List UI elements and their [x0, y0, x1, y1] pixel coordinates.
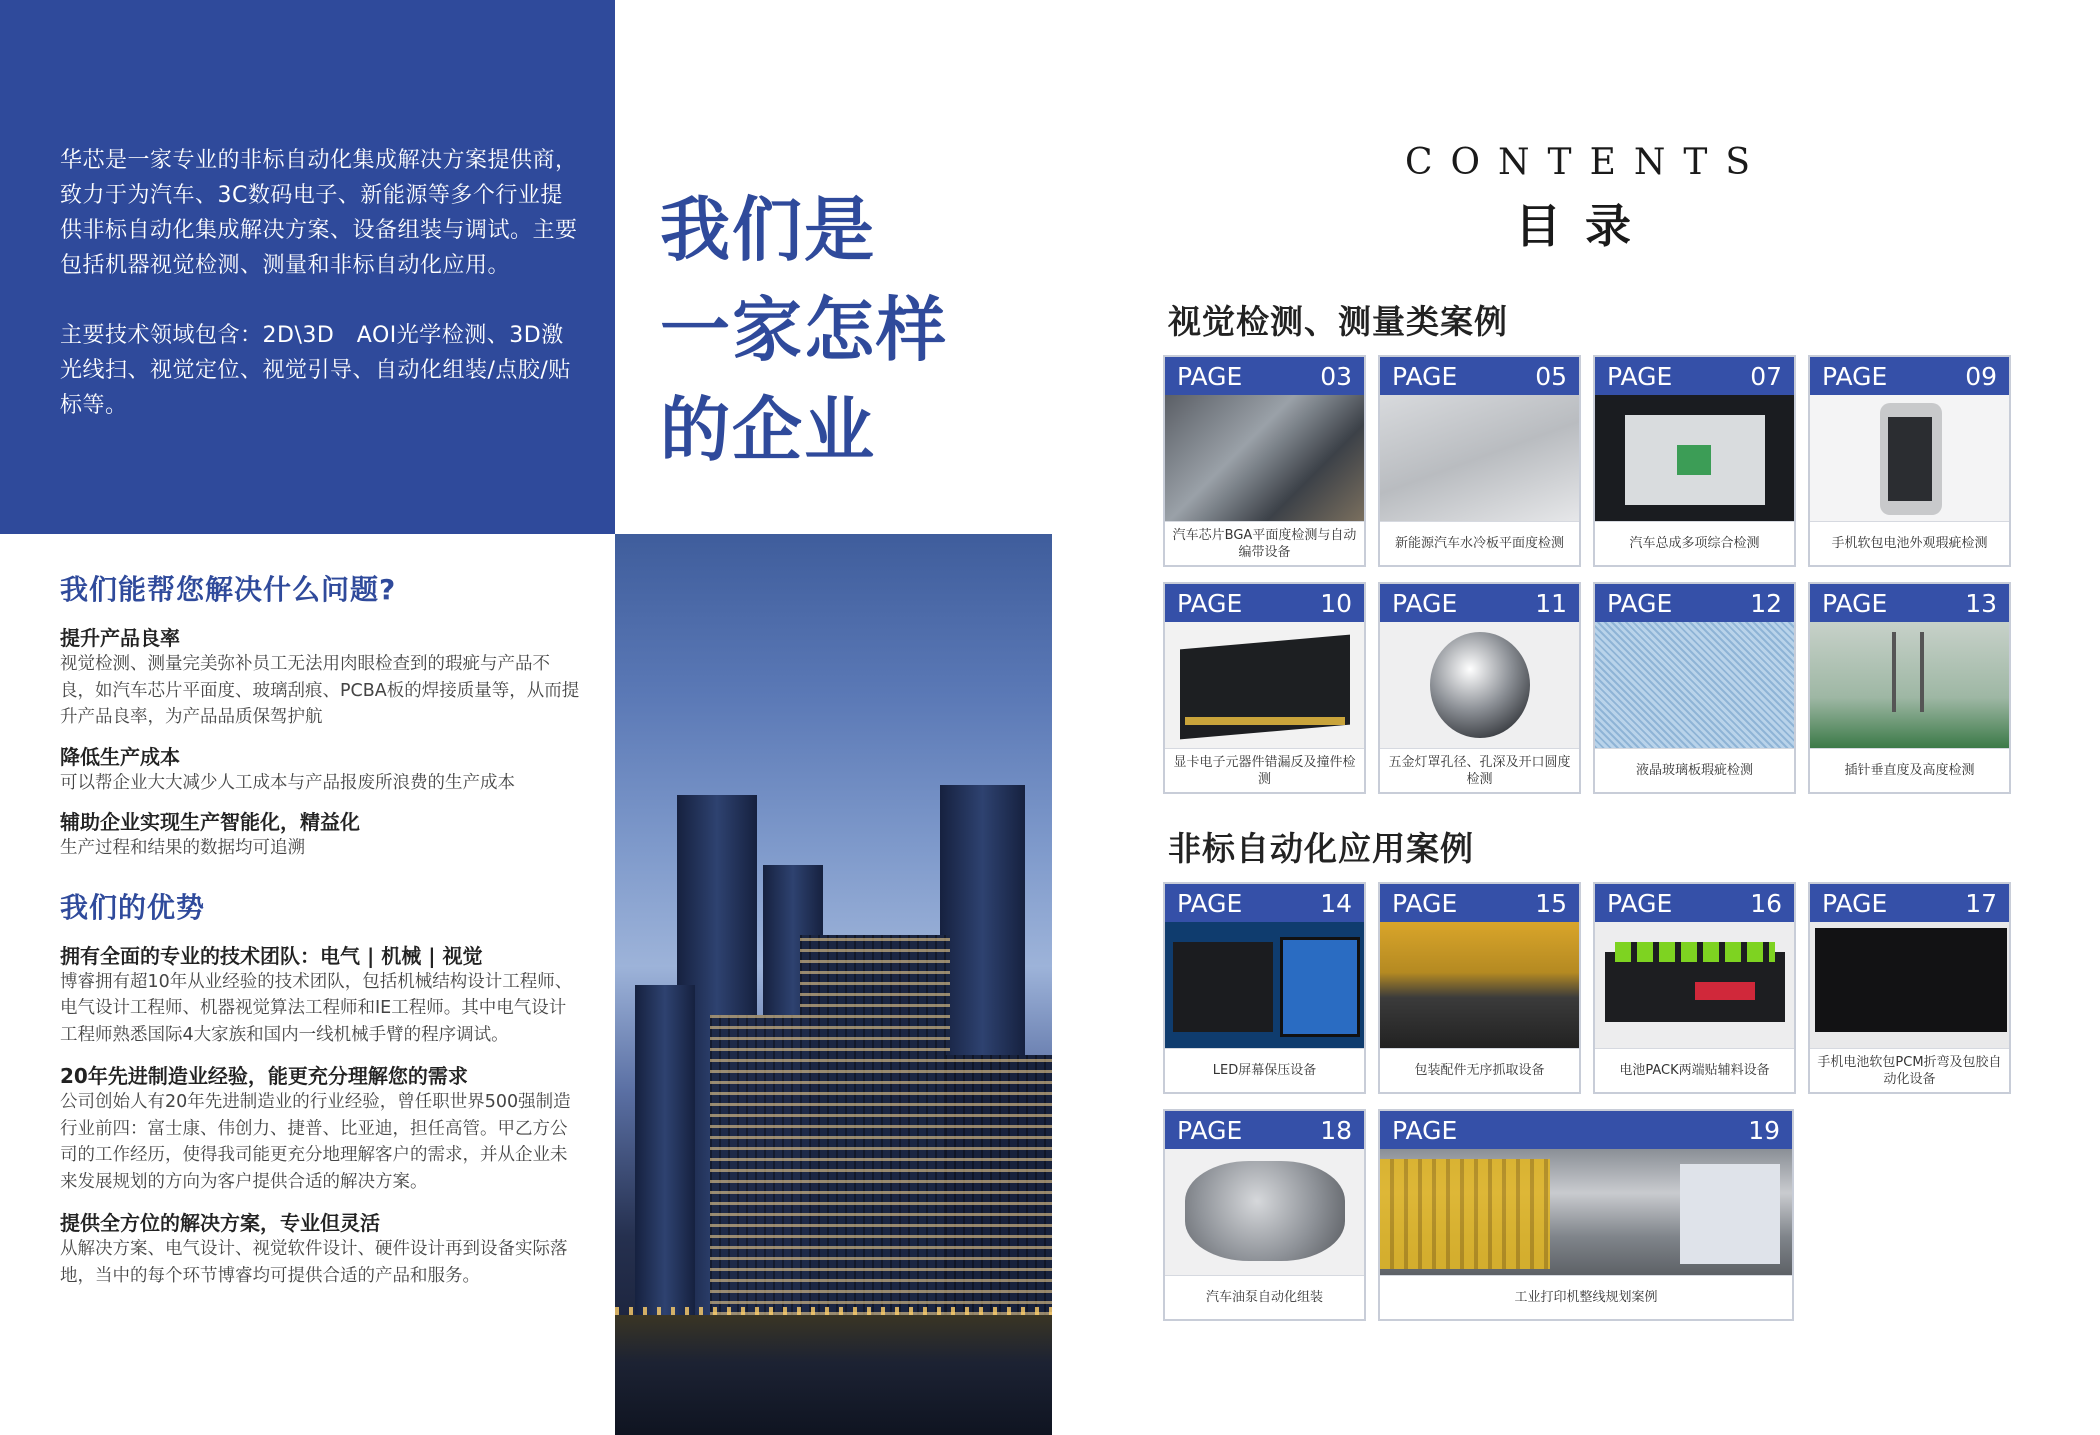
page-label: PAGE [1822, 588, 1888, 618]
page-label: PAGE [1607, 588, 1673, 618]
category-title-vision: 视觉检测、测量类案例 [1168, 302, 1508, 341]
page-number: 18 [1320, 1115, 1352, 1145]
solve-item [60, 806, 580, 862]
case-photo-auto-assembly [1595, 395, 1794, 521]
hero-title [660, 180, 990, 480]
page-number: 03 [1320, 361, 1352, 391]
page-label: PAGE [1177, 888, 1243, 918]
case-caption: 汽车油泵自动化组装 [1165, 1275, 1364, 1319]
advantage-item [60, 1060, 580, 1195]
contents-card[interactable] [1163, 355, 1366, 567]
intro-panel [0, 0, 615, 534]
advantage-item [60, 1207, 580, 1289]
page-number: 14 [1320, 888, 1352, 918]
page-number: 13 [1965, 588, 1997, 618]
page-label: PAGE [1177, 1115, 1243, 1145]
hero-title-line-3: 的企业 [660, 389, 876, 471]
page-number: 12 [1750, 588, 1782, 618]
case-caption: 包装配件无序抓取设备 [1380, 1048, 1579, 1092]
city-skyline-photo [615, 534, 1052, 1435]
solve-item-text: 生产过程和结果的数据均可追溯 [60, 838, 305, 858]
solve-item-text: 视觉检测、测量完美弥补员工无法用肉眼检查到的瑕疵与产品不良，如汽车芯片平面度、玻璃刮痕、PCBA板的焊接质量等，从而提升产品良率，为产品品质保驾护航 [60, 654, 580, 727]
case-caption: 电池PACK两端贴辅料设备 [1595, 1048, 1794, 1092]
contents-card[interactable] [1808, 882, 2011, 1094]
case-photo-pcm-battery [1810, 922, 2009, 1048]
case-photo-phone-battery [1810, 395, 2009, 521]
page-label: PAGE [1822, 361, 1888, 391]
category-title-automation: 非标自动化应用案例 [1168, 829, 1474, 868]
contents-card[interactable] [1378, 355, 1581, 567]
page-number: 17 [1965, 888, 1997, 918]
page-number: 09 [1965, 361, 1997, 391]
advantage-item-title: 提供全方位的解决方案，专业但灵活 [60, 1211, 380, 1235]
page-label: PAGE [1607, 361, 1673, 391]
case-photo-lcd-glass [1595, 622, 1794, 748]
case-photo-printer-line [1380, 1149, 1792, 1275]
contents-card[interactable] [1163, 1109, 1366, 1321]
case-caption: 显卡电子元器件错漏反及撞件检测 [1165, 748, 1364, 792]
contents-card[interactable] [1593, 582, 1796, 794]
advantage-item-title: 拥有全面的专业的技术团队：电气 | 机械 | 视觉 [60, 943, 483, 968]
case-photo-battery-pack [1595, 922, 1794, 1048]
case-photo-led-screen [1165, 922, 1364, 1048]
page-label: PAGE [1822, 888, 1888, 918]
contents-card[interactable] [1378, 882, 1581, 1094]
case-photo-picking-robot [1380, 922, 1579, 1048]
contents-card[interactable] [1163, 882, 1366, 1094]
solve-item [60, 622, 580, 731]
solve-item [60, 741, 580, 797]
case-caption: 五金灯罩孔径、孔深及开口圆度检测 [1380, 748, 1579, 792]
advantage-heading: 我们的优势 [60, 890, 206, 924]
contents-card[interactable] [1593, 882, 1796, 1094]
case-caption: 手机电池软包PCM折弯及包胶自动化设备 [1810, 1048, 2009, 1092]
case-photo-graphics-card [1165, 622, 1364, 748]
solve-item-text: 可以帮企业大大减少人工成本与产品报废所浪费的生产成本 [60, 772, 515, 793]
intro-paragraph-2: 主要技术领域包含：2D\3D AOI光学检测、3D激光线扫、视觉定位、视觉引导、自动化组装/点胶/贴标等。 [60, 323, 571, 418]
case-photo-chip-bga [1165, 395, 1364, 521]
page-label: PAGE [1177, 361, 1243, 391]
case-photo-oil-pump [1165, 1149, 1364, 1275]
page-label: PAGE [1607, 888, 1673, 918]
contents-card[interactable] [1378, 582, 1581, 794]
page-label: PAGE [1392, 588, 1458, 618]
solve-item-title: 提升产品良率 [60, 626, 180, 650]
case-caption: 汽车总成多项综合检测 [1595, 521, 1794, 565]
case-caption: 手机软包电池外观瑕疵检测 [1810, 521, 2009, 565]
page-number: 05 [1535, 361, 1567, 391]
solve-item-title: 降低生产成本 [60, 744, 180, 769]
hero-title-line-1: 我们是 [660, 189, 876, 271]
page-label: PAGE [1392, 888, 1458, 918]
contents-title-en: CONTENTS [1405, 142, 1769, 183]
case-photo-lamp-cover [1380, 622, 1579, 748]
case-caption: LED屏幕保压设备 [1165, 1048, 1364, 1092]
contents-card[interactable] [1593, 355, 1796, 567]
page-label: PAGE [1392, 361, 1458, 391]
left-text-column [60, 568, 580, 1289]
case-photo-cooling-plate [1380, 395, 1579, 521]
advantage-item-title: 20年先进制造业经验，能更充分理解您的需求 [60, 1064, 468, 1088]
intro-paragraph-1: 华芯是一家专业的非标自动化集成解决方案提供商，致力于为汽车、3C数码电子、新能源等多个行业提供非标自动化集成解决方案、设备组装与调试。主要包括机器视觉检测、测量和非标自动化应用。 [60, 148, 578, 278]
page-label: PAGE [1177, 588, 1243, 618]
page-number: 16 [1750, 888, 1782, 918]
page-label: PAGE [1392, 1115, 1458, 1145]
advantage-item-text: 公司创始人有20年先进制造业的行业经验，曾任职世界500强制造行业前四：富士康、伟创力、捷普、比亚迪，担任高管。甲乙方公司的工作经历，使得我司能更充分地理解客户的需求，并从企业未来发展规划的方向为客户提供合适的解决方案。 [60, 1092, 571, 1192]
page-number: 19 [1748, 1115, 1780, 1145]
contents-card[interactable] [1808, 582, 2011, 794]
case-photo-pin-header [1810, 622, 2009, 748]
solve-heading: 我们能帮您解决什么问题? [60, 573, 397, 606]
page-number: 07 [1750, 361, 1782, 391]
page-number: 15 [1535, 888, 1567, 918]
case-caption: 新能源汽车水冷板平面度检测 [1380, 521, 1579, 565]
contents-title-zh: 目录 [1515, 199, 1655, 253]
contents-card[interactable] [1808, 355, 2011, 567]
advantage-item-text: 博睿拥有超10年从业经验的技术团队，包括机械结构设计工程师、电气设计工程师、机器视觉算法工程师和IE工程师。其中电气设计工程师熟悉国际4大家族和国内一线机械手臂的程序调试。 [60, 971, 573, 1045]
page-number: 10 [1320, 588, 1352, 618]
hero-title-line-2: 一家怎样 [660, 289, 948, 371]
contents-card[interactable] [1163, 582, 1366, 794]
page-number: 11 [1535, 588, 1567, 618]
case-caption: 工业打印机整线规划案例 [1380, 1275, 1792, 1319]
case-caption: 汽车芯片BGA平面度检测与自动编带设备 [1165, 521, 1364, 565]
solve-item-title: 辅助企业实现生产智能化，精益化 [60, 810, 360, 834]
case-caption: 液晶玻璃板瑕疵检测 [1595, 748, 1794, 792]
contents-card[interactable] [1378, 1109, 1794, 1321]
advantage-item-text: 从解决方案、电气设计、视觉软件设计、硬件设计再到设备实际落地，当中的每个环节博睿均可提供合适的产品和服务。 [60, 1239, 568, 1286]
case-caption: 插针垂直度及高度检测 [1810, 748, 2009, 792]
advantage-item [60, 940, 580, 1049]
